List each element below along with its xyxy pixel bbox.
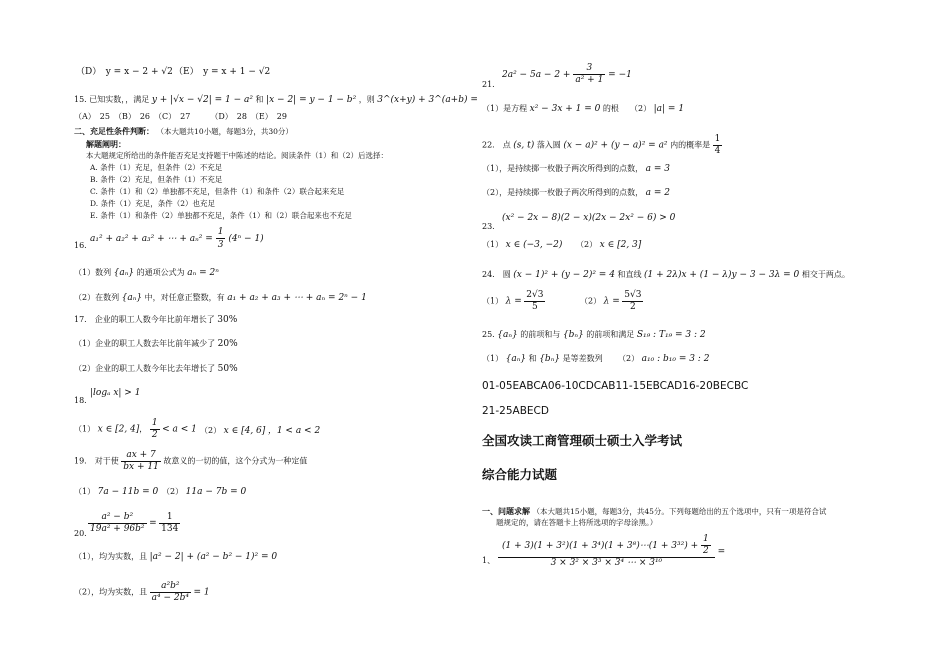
q16-c1-text2: 的通项公式为 (136, 268, 185, 277)
q20-c2-text: （2），均为实数，且 (74, 587, 148, 597)
q24-text3: 相交于两点。 (801, 270, 850, 279)
q22-c1-eq: a = 3 (645, 164, 670, 174)
q21-frac-num: 3 (573, 63, 605, 75)
section1-note-2: 题规定的，请在答题卡上将所选项的字母涂黑。） (496, 518, 658, 527)
q24-c2-frac-num: 5√3 (624, 290, 642, 300)
q19-stem (74, 450, 307, 473)
q21-fraction (573, 63, 605, 86)
q19-condition-2 (162, 487, 246, 497)
q18-c1-frac-den: 2 (151, 430, 158, 440)
q16-eq-tail: (4ⁿ − 1) (228, 234, 264, 244)
q25-text: 的前项和与 (520, 330, 561, 339)
q17-condition-1 (74, 339, 238, 349)
q21-c2-label: （2） (630, 104, 652, 113)
q24-line-eq: (1 + 2λ)x + (1 − λ)y − 3 − 3λ = 0 (644, 270, 800, 280)
q22-text: 22. 点 (482, 140, 511, 150)
q22-frac-num: 1 (714, 134, 721, 144)
section2-note: （本大题共10小题，每题3分，共30分） (156, 127, 293, 136)
q16-equation (90, 226, 264, 251)
q1-equals: = (717, 547, 726, 557)
q25-eq: S₁₉ : T₁₉ = 3 : 2 (636, 330, 706, 340)
q21-c1-eq: x² − 3x + 1 = 0 (529, 104, 601, 114)
q25-seq2: {bₙ} (562, 330, 584, 340)
q20-equals: = (149, 518, 157, 529)
q18-equation: |logₐ x| > 1 (90, 388, 141, 398)
q21-eq-tail: = −1 (608, 70, 632, 80)
q20-number: 20. (74, 529, 87, 538)
answer-key-line-2: 21-25ABECD (482, 405, 549, 417)
q25-c2-eq: a₁₀ : b₁₀ = 3 : 2 (641, 354, 710, 364)
q21-equation (502, 63, 632, 86)
q19-condition-1 (74, 487, 158, 497)
q16-c1-seq: {aₙ} (113, 268, 135, 278)
q20-fraction (88, 512, 147, 535)
q1-denominator: 3 × 3² × 3³ × 3⁴ ⋯ × 3¹⁰ (550, 558, 663, 568)
section2-heading (74, 126, 293, 137)
q24-c2-eq: λ = (603, 296, 620, 307)
q22-c1-text: （1），是持续掷一枚骰子两次所得到的点数， (482, 164, 644, 173)
q16-c2-text2: 中，对任意正整数，有 (144, 293, 225, 302)
q1-half-num: 1 (703, 534, 709, 544)
q18-condition-1 (74, 418, 197, 441)
q17-c1-text: （1）企业的职工人数去年比前年减少了 (74, 339, 216, 348)
q14-option-e: （E） y = x + 1 − √2 (174, 67, 271, 77)
q25-c1-text: 是等差数列 (562, 354, 603, 363)
q18-c1-sep: ， (139, 424, 148, 434)
exam-title: 全国攻读工商管理硕士硕士入学考试 (482, 433, 683, 448)
q1-numerator (498, 534, 715, 558)
q15-and: 和 (255, 95, 264, 104)
q22-frac-den: 4 (714, 146, 721, 156)
q22-condition-1 (482, 164, 670, 174)
q25-condition-2 (618, 354, 709, 364)
q20-result-num: 1 (159, 512, 180, 524)
q25-stem (482, 330, 706, 340)
q20-c2-fraction (150, 581, 191, 604)
q16-c2-text: （2）在数列 (74, 293, 120, 302)
q20-c2-frac-den: a⁴ − 2b⁴ (151, 593, 189, 603)
q25-c1-seq2: {bₙ} (539, 354, 561, 364)
q14-option-d: （D） y = x − 2 + √2 (76, 67, 173, 77)
choice-b: B. 条件（2）充足，但条件（1）不充足 (90, 175, 223, 184)
q16-fraction (216, 226, 226, 251)
q25-seq1: {aₙ} (497, 330, 518, 340)
q1-number: 1、 (482, 556, 496, 565)
q25-c1-label: （1） (482, 354, 504, 363)
q21-frac-den: a² + 1 (575, 75, 604, 85)
q19-c2-label: （2） (162, 487, 184, 496)
q22-condition-2 (482, 188, 670, 198)
q18-c1-frac-num: 1 (151, 418, 158, 428)
choice-a: A. 条件（1）充足，但条件（2）不充足 (90, 163, 223, 172)
q18-c2-label: （2） (200, 426, 222, 435)
q25-c2-label: （2） (618, 354, 640, 363)
q21-number: 21. (482, 80, 495, 89)
q21-eq-lhs: 2a² − 5a − 2 + (502, 70, 571, 80)
q22-point: (s, t) (513, 140, 535, 151)
q24-c1-fraction (524, 290, 545, 313)
q21-c1-text2: 的根 (602, 104, 619, 113)
q16-eq-lhs: a₁² + a₂² + a₃² + ⋯ + aₙ² = (90, 234, 213, 244)
q24-c1-eq: λ = (505, 296, 522, 307)
q15-stem-text: 15. 已知实数，，满足 (74, 95, 150, 104)
q19-text2: 故意义的一切的值，这个分式为一种定值 (163, 456, 308, 466)
q16-c1-eq: aₙ = 2ⁿ (187, 268, 219, 278)
q18-c1-tail: < a < 1 (162, 424, 197, 435)
q24-c2-label: （2） (580, 296, 602, 306)
q24-circle-eq: (x − 1)² + (y − 2)² = 4 (513, 270, 615, 280)
section2-title: 二、充足性条件判断： (74, 126, 154, 136)
q17-stem-text: 17. 企业的职工人数今年比前年增长了 (74, 315, 215, 324)
q22-text3: 内的概率是 (670, 140, 711, 150)
q15-stem (74, 95, 478, 105)
q19-frac-den: bx + 11 (123, 462, 159, 472)
answer-key-line-1: 01-05EABCA06-10CDCAB11-15EBCAD16-20BECBC (482, 380, 749, 392)
q22-c2-text: （2），是持续掷一枚骰子两次所得到的点数， (482, 188, 644, 197)
q21-c2-eq: |a| = 1 (653, 104, 685, 114)
section2-explain: 本大题规定所给出的条件能否充足支持题干中陈述的结论。阅读条件（1）和（2）后选择： (86, 151, 389, 160)
section1-note: （本大题共15小题，每题3分，共45分。下列每题给出的五个选项中，只有一项是符合试 (532, 507, 827, 516)
q1-half (701, 534, 711, 557)
q23-condition-2 (576, 240, 641, 250)
choice-d: D. 条件（1）充足，条件（2）也充足 (90, 199, 216, 208)
q18-c1-label: （1） (74, 424, 96, 434)
q21-c1-text: （1）是方程 (482, 104, 528, 113)
q18-condition-2 (200, 426, 320, 436)
q17-c2-value: 50% (217, 364, 238, 374)
q17-stem (74, 315, 237, 325)
q21-condition-2 (630, 104, 684, 114)
q1-expression (498, 534, 725, 569)
q24-text: 24. 圆 (482, 270, 511, 279)
q24-stem (482, 270, 850, 280)
q24-text2: 和直线 (617, 270, 642, 279)
q15-equation-1: y + |√x − √2| = 1 − a² (151, 95, 253, 105)
q1-num-expr: (1 + 3)(1 + 3²)(1 + 3⁴)(1 + 3⁸)⋯(1 + 3³²) + (502, 541, 699, 551)
q22-text2: 落入圆 (536, 140, 561, 150)
section1-title: 一、问题求解 (482, 506, 530, 516)
q1-half-den: 2 (703, 546, 709, 556)
q24-condition-1 (482, 290, 545, 313)
q24-c1-frac-den: 5 (532, 302, 538, 312)
q21-condition-1 (482, 104, 619, 114)
q19-fraction (121, 450, 161, 473)
q24-c2-frac-den: 2 (630, 302, 636, 312)
section2-explain-title: 解题阐明： (86, 139, 126, 149)
q16-c2-eq: a₁ + a₂ + a₃ + ⋯ + aₙ = 2ⁿ − 1 (227, 293, 367, 303)
q18-c2-eq: x ∈ [4, 6] (223, 426, 266, 436)
q16-number: 16. (74, 241, 87, 250)
q23-c2-label: （2） (576, 240, 598, 249)
q15-options: （A） 25 （B） 26 （C） 27 （D） 28 （E） 29 (74, 112, 287, 121)
q18-c1-eq: x ∈ [2, 4] (97, 424, 140, 435)
q20-condition-1 (74, 552, 277, 562)
q24-c1-frac-num: 2√3 (526, 290, 544, 300)
q25-c1-and: 和 (528, 354, 537, 363)
q19-text: 19. 对于使 (74, 456, 119, 466)
q20-c1-eq: |a² − 2| + (a² − b² − 1)² = 0 (149, 552, 278, 562)
q17-value: 30% (217, 315, 238, 325)
q23-equation: (x² − 2x − 8)(2 − x)(2x − 2x² − 6) > 0 (502, 213, 676, 223)
q19-c1-label: （1） (74, 487, 96, 496)
q16-condition-2 (74, 293, 367, 303)
q23-c1-eq: x ∈ (−3, −2) (505, 240, 563, 250)
q15-expression: 3^(x+y) + 3^(a+b) = (377, 95, 478, 105)
q18-c2-tail: ，1 < a < 2 (267, 426, 321, 436)
q20-result-fraction (159, 512, 180, 535)
q25-text2: 的前项和满足 (586, 330, 635, 339)
q23-number: 23. (482, 222, 495, 231)
q16-condition-1 (74, 268, 219, 278)
q20-frac-den: 19a² + 96b² (90, 524, 145, 534)
q19-c1-eq: 7a − 11b = 0 (97, 487, 159, 497)
q15-then: ，则 (358, 95, 375, 104)
q20-c2-tail: = 1 (193, 587, 210, 598)
q24-c2-fraction (622, 290, 643, 313)
q25-c1-seq1: {aₙ} (505, 354, 527, 364)
q19-c2-eq: 11a − 7b = 0 (185, 487, 247, 497)
q15-equation-2: |x − 2| = y − 1 − b² (266, 95, 357, 105)
q24-c1-label: （1） (482, 296, 504, 306)
q16-c2-seq: {aₙ} (121, 293, 143, 303)
q16-frac-den: 3 (217, 240, 224, 250)
q25-number: 25. (482, 330, 495, 339)
exam-subtitle: 综合能力试题 (482, 467, 558, 482)
q24-condition-2 (580, 290, 643, 313)
q18-number: 18. (74, 396, 87, 405)
q1-fraction (498, 534, 715, 569)
choice-e: E. 条件（1）和条件（2）单独都不充足，条件（1）和（2）联合起来也不充足 (90, 211, 352, 220)
choice-c: C. 条件（1）和（2）单独都不充足，但条件（1）和条件（2）联合起来充足 (90, 187, 345, 196)
q20-c1-text: （1），均为实数，且 (74, 552, 148, 561)
q17-c1-value: 20% (217, 339, 238, 349)
q17-condition-2 (74, 364, 238, 374)
q17-c2-text: （2）企业的职工人数今年比去年增长了 (74, 364, 216, 373)
q20-c2-frac-num: a²b² (150, 581, 191, 593)
q16-frac-num: 1 (217, 227, 224, 237)
q20-result-den: 134 (161, 524, 179, 534)
q20-equation (74, 512, 180, 535)
q25-condition-1 (482, 354, 603, 364)
q23-c2-eq: x ∈ [2, 3] (599, 240, 642, 250)
q22-circle-eq: (x − a)² + (y − a)² = a² (563, 140, 668, 151)
q19-frac-num: ax + 7 (121, 450, 161, 462)
q18-c1-fraction (150, 418, 160, 441)
q20-frac-num: a² − b² (88, 512, 147, 524)
q23-c1-label: （1） (482, 240, 504, 249)
q23-condition-1 (482, 240, 562, 250)
q16-c1-text: （1）数列 (74, 268, 112, 277)
q22-fraction (713, 134, 723, 157)
q22-c2-eq: a = 2 (645, 188, 670, 198)
section1-heading (482, 506, 826, 517)
q22-stem (482, 134, 722, 157)
q20-condition-2 (74, 581, 210, 604)
